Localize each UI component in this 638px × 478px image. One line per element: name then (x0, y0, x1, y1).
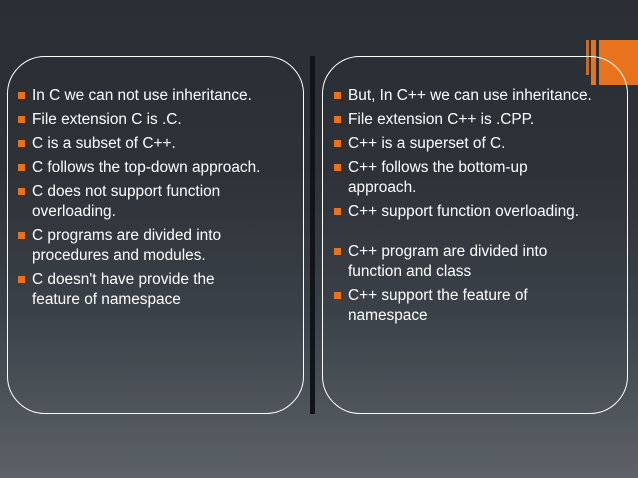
list-item (18, 226, 303, 266)
square-bullet-icon (334, 92, 341, 99)
square-bullet-icon (18, 276, 25, 283)
list-item-text: C follows the top-down approach. (32, 159, 261, 176)
list-item-text: C programs are divided into procedures and modules. (32, 227, 222, 264)
list-item-text: C does not support function overloading. (32, 183, 221, 220)
square-bullet-icon (18, 92, 25, 99)
list-item (334, 286, 634, 326)
square-bullet-icon (18, 232, 25, 239)
list-item (18, 110, 303, 130)
list-item-text: C++ support the feature of namespace (348, 287, 528, 324)
list-item (18, 134, 303, 154)
list-item (334, 158, 634, 198)
list-item (334, 86, 634, 106)
square-bullet-icon (18, 116, 25, 123)
list-item (334, 110, 634, 130)
square-bullet-icon (334, 164, 341, 171)
list-item (18, 86, 303, 106)
square-bullet-icon (334, 140, 341, 147)
column-divider (310, 56, 315, 414)
c-features-list (18, 86, 303, 314)
square-bullet-icon (334, 116, 341, 123)
square-bullet-icon (18, 188, 25, 195)
square-bullet-icon (18, 140, 25, 147)
list-item (18, 270, 303, 310)
list-item-text: But, In C++ we can use inheritance. (348, 87, 592, 104)
list-item (334, 134, 634, 154)
list-item (334, 242, 634, 282)
square-bullet-icon (334, 292, 341, 299)
square-bullet-icon (334, 208, 341, 215)
list-item-text: In C we can not use inheritance. (32, 87, 252, 104)
list-item (18, 158, 303, 178)
list-item (334, 202, 634, 222)
list-item-text: C is a subset of C++. (32, 135, 176, 152)
list-item-text: C++ is a superset of C. (348, 135, 506, 152)
list-item (18, 182, 303, 222)
square-bullet-icon (18, 164, 25, 171)
list-item-text: C++ support function overloading. (348, 203, 580, 220)
cpp-features-list (334, 86, 634, 330)
list-item-text: File extension C is .C. (32, 111, 182, 128)
list-item-text: C++ follows the bottom-up approach. (348, 159, 528, 196)
list-item-text: C doesn't have provide the feature of namespace (32, 271, 215, 308)
list-item-text: C++ program are divided into function and class (348, 243, 548, 280)
square-bullet-icon (334, 248, 341, 255)
list-item-text: File extension C++ is .CPP. (348, 111, 535, 128)
